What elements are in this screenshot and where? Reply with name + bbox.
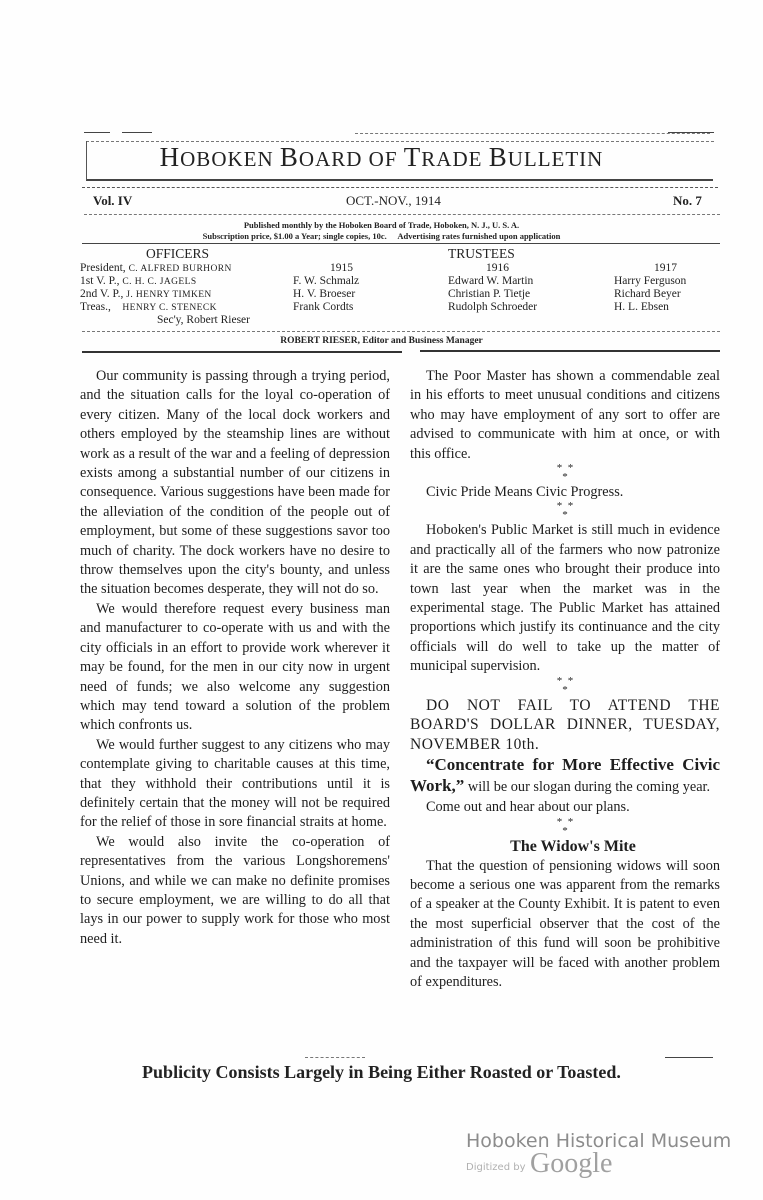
trustee-name: Harry Ferguson [614, 275, 687, 287]
editor-bottom-rule-right [420, 350, 720, 352]
volume-bottom-rule [84, 214, 720, 215]
officer-row: 1st V. P., C. H. C. JAGELS [80, 275, 197, 287]
officer-row: Treas., HENRY C. STENECK [80, 301, 217, 313]
right-column [410, 367, 720, 992]
secretary-row: Sec'y, Robert Rieser [157, 314, 250, 326]
editor-line: ROBERT RIESER, Editor and Business Manager [280, 336, 483, 346]
article-paragraph: We would therefore request every business man and manufacturer to co-operate with us and with the city officials in an effort to provide work wherever it may be found, for the men in our city now in urgent need of funds; we also welcome any suggestion which may tend toward a solution of the problem which confronts us. [80, 600, 390, 734]
issue-date: OCT.-NOV., 1914 [346, 193, 441, 208]
masthead-bottom-rule [82, 187, 718, 188]
publication-bottom-rule [82, 243, 720, 244]
google-logo: Google [530, 1148, 613, 1179]
officers-heading: OFFICERS [146, 246, 210, 261]
footer-slogan: Publicity Consists Largely in Being Either Roasted or Toasted. [142, 1062, 621, 1082]
slogan-paragraph: “Concentrate for More Effective Civic Work,” will be our slogan during the coming year. [410, 755, 720, 796]
top-rule-right [355, 133, 710, 134]
separator-stars: * * * [556, 674, 574, 696]
article-paragraph: We would further suggest to any citizens who may contemplate giving to charitable causes at this time, that they withhold their contributions until it is definitely certain that the money will not be required for the relief of those in sore financial straits at home. [80, 736, 390, 831]
volume-label: Vol. IV [93, 193, 133, 208]
separator-stars: * * * [556, 462, 574, 484]
separator-stars: * * * [556, 815, 574, 837]
trustee-name: Christian P. Tietje [448, 288, 531, 300]
footer-rule-right [665, 1057, 713, 1058]
trustee-name: Rudolph Schroeder [448, 301, 538, 313]
publication-line-1: Published monthly by the Hoboken Board of Trade, Hoboken, N. J., U. S. A. [243, 220, 520, 230]
trustee-name: H. L. Ebsen [614, 301, 669, 313]
public-market-paragraph: Hoboken's Public Market is still much in evidence and practically all of the farmers who now patronize it are the same ones who brought their produce into town last year when the market was in the experimental stage. The Public Market has attained proportions which justify its continuance and the city officials will do well to take up the matter of municipal supervision. [410, 522, 720, 675]
museum-watermark: Hoboken Historical Museum [466, 1130, 732, 1152]
trustee-name: Edward W. Martin [448, 275, 534, 287]
widow-heading: The Widow's Mite [510, 837, 636, 855]
poor-master-paragraph: The Poor Master has shown a commendable zeal in his efforts to meet unusual conditions and citizens who may have employment of any sort to offer are advised to communicate with him at once, or with this office. [410, 368, 720, 462]
civic-pride-line: Civic Pride Means Civic Progress. [426, 484, 624, 501]
left-column [80, 367, 390, 949]
officer-row: 2nd V. P., J. HENRY TIMKEN [80, 288, 212, 300]
trustee-name: Frank Cordts [293, 301, 354, 313]
come-out-line: Come out and hear about our plans. [426, 799, 630, 816]
separator-stars: * * * [556, 500, 574, 522]
top-rule-left-2 [122, 132, 152, 133]
trustees-heading: TRUSTEES [448, 246, 515, 261]
dinner-notice: DO NOT FAIL TO ATTEND THE BOARD'S DOLLAR DINNER, TUESDAY, NOVEMBER 10th. [410, 696, 720, 753]
footer-rule-mid [305, 1057, 365, 1058]
publication-line-2: Subscription price, $1.00 a Year; single copies, 10c. Advertising rates furnished upon application [202, 231, 561, 241]
trustee-name: H. V. Broeser [293, 288, 356, 300]
masthead-title: HOBOKEN BOARD OF TRADE BULLETIN [159, 142, 604, 172]
issue-number: No. 7 [673, 193, 702, 208]
editor-bottom-rule-left [82, 351, 402, 353]
trustee-year: 1915 [330, 262, 353, 274]
trustee-name: Richard Beyer [614, 288, 681, 300]
officers-bottom-rule [82, 331, 720, 332]
widow-paragraph: That the question of pensioning widows will soon become a serious one was apparent from the remarks of a speaker at the County Exhibit. It is patent to even the most superficial observer that the cost of the administration of this fund will soon be prohibitive and the taxpayer will be faced with another problem of expenditures. [410, 857, 720, 991]
article-paragraph: Our community is passing through a trying period, and the situation calls for the loyal co-operation of every citizen. Many of the local dock workers and others employed by the steamship lines are without work as a result of the war and a feeling of depression exists among a substantial number of our citizens in consequence. Various suggestions have been made for the alleviation of the condition of the people out of employment, but some of these suggestions savor too much of charity. The dock workers have no desire to throw themselves upon the city's bounty, and unless the situation becomes desperate, they will not do so. [80, 368, 390, 598]
top-rule-right-2 [668, 132, 714, 133]
article-paragraph: We would also invite the co-operation of representatives from the various Longshoremens' Unions, and while we can make no definite promises to secure employment, we are willing to do all that lays in our power to supply work for those who most need it. [80, 833, 390, 947]
trustee-year: 1917 [654, 262, 677, 274]
digitized-by-label: Digitized by [466, 1162, 526, 1173]
trustee-year: 1916 [486, 262, 509, 274]
officer-row: President, C. ALFRED BURHORN [80, 262, 232, 274]
trustee-name: F. W. Schmalz [293, 275, 360, 287]
top-rule-left [84, 132, 110, 133]
